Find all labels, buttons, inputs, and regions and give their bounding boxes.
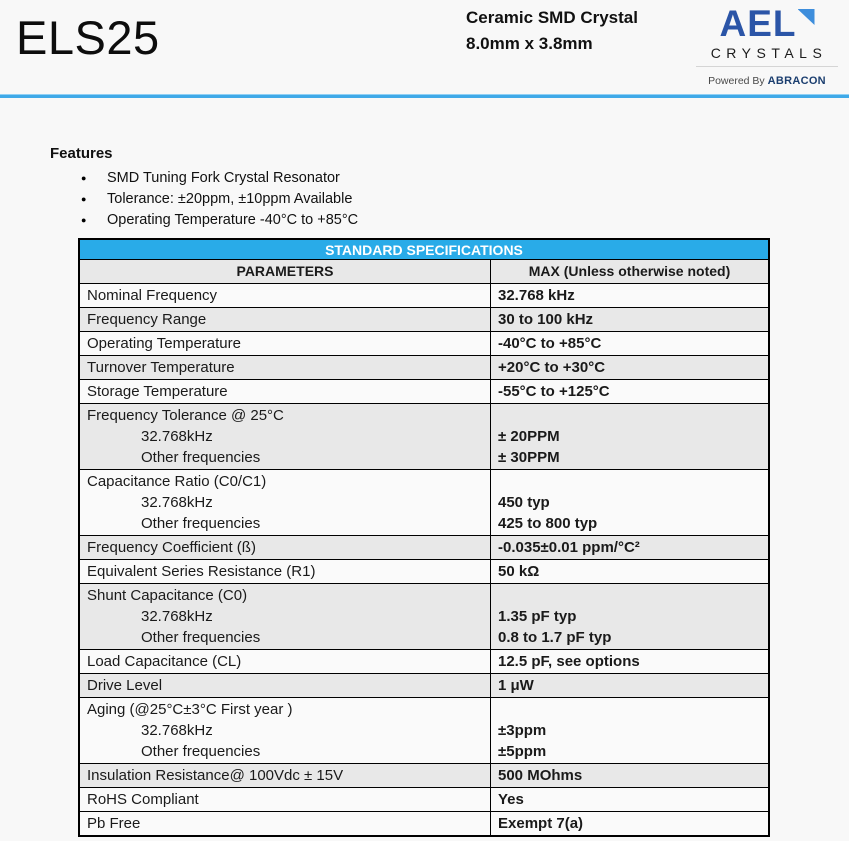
table-row — [80, 404, 768, 470]
parameter-line: 32.768kHz — [141, 722, 213, 739]
parameter-cell — [80, 470, 491, 535]
features-heading: Features — [50, 145, 113, 162]
spec-rows — [80, 284, 768, 835]
product-description — [466, 5, 638, 57]
value-cell — [491, 698, 768, 763]
value-line — [491, 405, 768, 426]
parameter-line: Equivalent Series Resistance (R1) — [87, 563, 316, 580]
parameter-line: 32.768kHz — [141, 494, 213, 511]
value-line: 1 μW — [498, 677, 534, 694]
value-line: -0.035±0.01 ppm/°C² — [498, 539, 640, 556]
parameter-line: Storage Temperature — [87, 383, 228, 400]
value-line: -55°C to +125°C — [498, 383, 610, 400]
ael-logo — [696, 4, 838, 44]
feature-item-label: Tolerance: ±20ppm, ±10ppm Available — [107, 191, 353, 207]
table-row — [80, 284, 768, 308]
parameter-line: Pb Free — [87, 815, 141, 832]
parameter-cell — [80, 698, 491, 763]
table-row — [80, 470, 768, 536]
parameter-line: RoHS Compliant — [87, 791, 199, 808]
value-cell — [491, 356, 768, 379]
value-line: ±3ppm — [498, 722, 547, 739]
parameter-line: Nominal Frequency — [87, 287, 218, 304]
parameter-line: Other frequencies — [141, 515, 261, 532]
table-row — [80, 812, 768, 835]
table-row — [80, 380, 768, 404]
parameter-cell — [80, 812, 491, 835]
value-cell — [491, 536, 768, 559]
powered-by-line — [696, 75, 838, 87]
parameter-cell — [80, 404, 491, 469]
parameter-line: Other frequencies — [141, 449, 261, 466]
parameter-line: Load Capacitance (CL) — [87, 653, 242, 670]
parameter-line: Frequency Coefficient (ß) — [87, 539, 256, 556]
feature-item-label: SMD Tuning Fork Crystal Resonator — [107, 170, 340, 186]
parameter-cell — [80, 764, 491, 787]
table-row — [80, 764, 768, 788]
value-line: Exempt 7(a) — [498, 815, 584, 832]
ael-logo-text: AEL — [719, 3, 797, 44]
powered-by-label: Powered By — [708, 75, 768, 87]
value-line — [491, 471, 768, 492]
table-row — [80, 332, 768, 356]
logo-subtitle: CRYSTALS — [696, 44, 838, 67]
value-cell — [491, 584, 768, 649]
parameter-cell — [80, 584, 491, 649]
column-header-parameters: PARAMETERS — [80, 260, 491, 283]
value-line: 12.5 pF, see options — [498, 653, 640, 670]
column-header-max: MAX (Unless otherwise noted) — [528, 263, 731, 279]
abracon-brand: ABRACON — [767, 75, 826, 87]
feature-item-label: Operating Temperature -40°C to +85°C — [107, 212, 359, 228]
parameter-line: Capacitance Ratio (C0/C1) — [87, 473, 267, 490]
company-logo — [696, 4, 838, 87]
header-divider — [0, 94, 849, 98]
parameter-cell — [80, 560, 491, 583]
parameter-cell — [80, 356, 491, 379]
product-dimensions: 8.0mm x 3.8mm — [466, 34, 593, 53]
table-column-headers — [80, 260, 768, 284]
standard-specifications-table — [78, 238, 770, 837]
value-line: 0.8 to 1.7 pF typ — [498, 629, 612, 646]
parameter-line: 32.768kHz — [141, 608, 213, 625]
parameter-line: Operating Temperature — [87, 335, 241, 352]
bullet-icon: ● — [81, 173, 87, 183]
value-line: 500 MOhms — [498, 767, 583, 784]
value-cell — [491, 404, 768, 469]
table-row — [80, 788, 768, 812]
value-cell — [491, 650, 768, 673]
value-line: ± 20PPM — [498, 428, 560, 445]
value-line: ±5ppm — [498, 743, 547, 760]
parameter-line: Turnover Temperature — [87, 359, 235, 376]
parameter-cell — [80, 332, 491, 355]
feature-item — [50, 171, 358, 186]
bullet-icon: ● — [81, 194, 87, 204]
parameter-cell — [80, 380, 491, 403]
value-line: -40°C to +85°C — [498, 335, 602, 352]
value-line — [491, 699, 768, 720]
parameter-cell — [80, 788, 491, 811]
value-line: Yes — [498, 791, 524, 808]
product-type: Ceramic SMD Crystal — [466, 8, 638, 27]
logo-triangle-icon — [798, 9, 815, 25]
table-title: STANDARD SPECIFICATIONS — [80, 240, 768, 260]
table-row — [80, 698, 768, 764]
table-row — [80, 536, 768, 560]
table-row — [80, 560, 768, 584]
value-line: 425 to 800 typ — [498, 515, 598, 532]
parameter-line: Other frequencies — [141, 743, 261, 760]
bullet-icon: ● — [81, 215, 87, 225]
parameter-line: Drive Level — [87, 677, 163, 694]
parameter-cell — [80, 308, 491, 331]
parameter-line: 32.768kHz — [141, 428, 213, 445]
page-title: ELS25 — [16, 11, 160, 64]
feature-item — [50, 213, 358, 228]
value-line: 1.35 pF typ — [498, 608, 577, 625]
value-cell — [491, 674, 768, 697]
value-cell — [491, 284, 768, 307]
table-row — [80, 356, 768, 380]
value-line: ± 30PPM — [498, 449, 560, 466]
parameter-line: Other frequencies — [141, 629, 261, 646]
parameter-cell — [80, 650, 491, 673]
parameter-line: Frequency Range — [87, 311, 207, 328]
value-cell — [491, 332, 768, 355]
value-line: +20°C to +30°C — [498, 359, 606, 376]
feature-item — [50, 192, 358, 207]
features-list — [50, 171, 358, 228]
value-cell — [491, 380, 768, 403]
parameter-line: Aging (@25°C±3°C First year ) — [87, 701, 293, 718]
value-cell — [491, 764, 768, 787]
features-section — [50, 145, 358, 234]
value-line — [491, 585, 768, 606]
parameter-line: Frequency Tolerance @ 25°C — [87, 407, 284, 424]
value-cell — [491, 470, 768, 535]
value-cell — [491, 560, 768, 583]
parameter-cell — [80, 536, 491, 559]
parameter-line: Insulation Resistance@ 100Vdc ± 15V — [87, 767, 344, 784]
value-cell — [491, 788, 768, 811]
table-row — [80, 584, 768, 650]
table-row — [80, 650, 768, 674]
value-line: 30 to 100 kHz — [498, 311, 594, 328]
table-row — [80, 674, 768, 698]
value-line: 32.768 kHz — [498, 287, 575, 304]
table-row — [80, 308, 768, 332]
parameter-cell — [80, 284, 491, 307]
value-cell — [491, 812, 768, 835]
value-cell — [491, 308, 768, 331]
value-line: 50 kΩ — [498, 563, 540, 580]
value-line: 450 typ — [498, 494, 550, 511]
parameter-line: Shunt Capacitance (C0) — [87, 587, 248, 604]
parameter-cell — [80, 674, 491, 697]
